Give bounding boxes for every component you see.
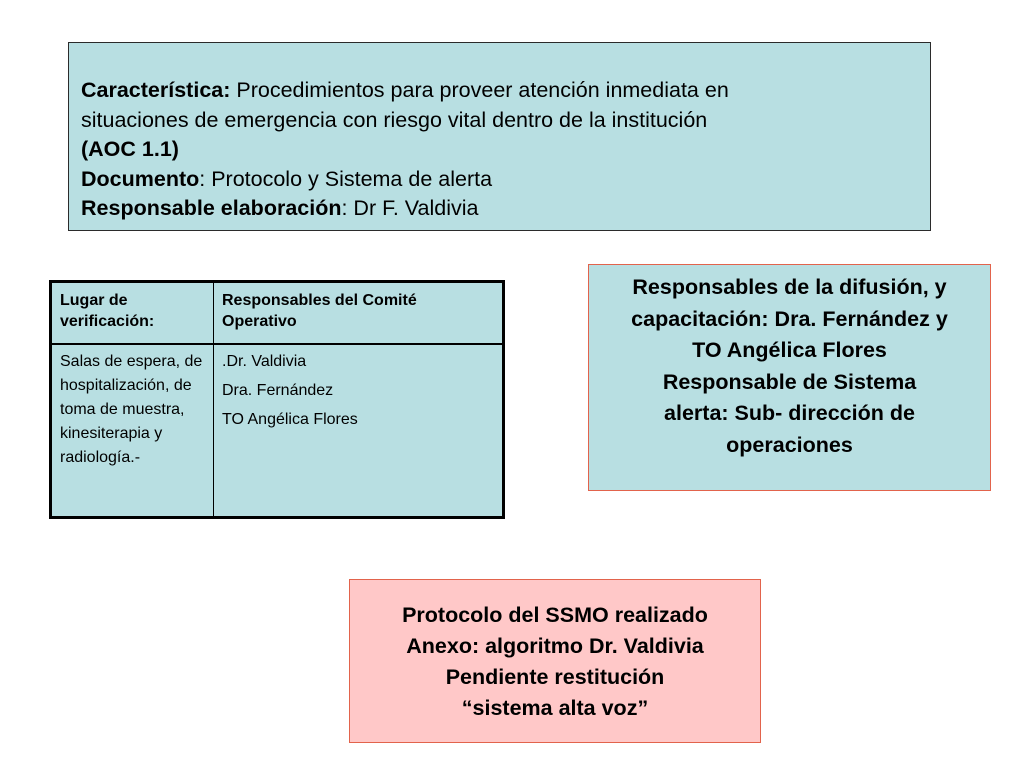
responsable-label: Responsable elaboración xyxy=(81,196,342,220)
proto-line: Anexo: algoritmo Dr. Valdivia xyxy=(406,634,704,658)
table-row xyxy=(51,344,504,518)
resp-line: Responsables de la difusión, y xyxy=(632,275,947,299)
proto-line: Protocolo del SSMO realizado xyxy=(402,603,708,627)
caracteristica-text-2: situaciones de emergencia con riesgo vital dentro de la institución xyxy=(81,107,708,132)
resp-line: alerta: Sub- dirección de xyxy=(664,401,915,425)
caracteristica-label: Característica: xyxy=(81,78,231,102)
responsables-box xyxy=(588,264,991,491)
responsable-name: .Dr. Valdivia xyxy=(222,353,307,370)
documento-value: : Protocolo y Sistema de alerta xyxy=(199,166,493,191)
documento-line xyxy=(81,165,930,195)
resp-line: capacitación: Dra. Fernández y xyxy=(631,306,948,331)
responsable-name: TO Angélica Flores xyxy=(222,411,358,428)
responsable-name: Dra. Fernández xyxy=(222,382,334,399)
cell-lugar: Salas de espera, de hospitalización, de toma de muestra, kinesiterapia y radiología.- xyxy=(51,344,214,518)
documento-label: Documento xyxy=(81,166,200,191)
verification-table xyxy=(49,280,505,519)
proto-line: “sistema alta voz” xyxy=(461,696,649,720)
resp-line: Responsable de Sistema xyxy=(662,369,917,394)
cell-responsables xyxy=(214,344,504,518)
table-header-row xyxy=(51,282,504,345)
responsable-value: : Dr F. Valdivia xyxy=(341,196,479,220)
resp-line: operaciones xyxy=(726,432,853,457)
protocol-box xyxy=(349,579,761,743)
resp-line: TO Angélica Flores xyxy=(692,338,887,362)
aoc-code: (AOC 1.1) xyxy=(81,137,179,161)
responsable-line xyxy=(81,194,930,224)
proto-line: Pendiente restitución xyxy=(445,665,665,689)
header-lugar: Lugar de verificación: xyxy=(51,282,214,345)
header-responsables: Responsables del Comité Operativo xyxy=(214,282,504,345)
caracteristica-line xyxy=(81,76,930,106)
caracteristica-text-1: Procedimientos para proveer atención inmediata en xyxy=(236,78,729,102)
characteristic-box xyxy=(68,42,931,231)
